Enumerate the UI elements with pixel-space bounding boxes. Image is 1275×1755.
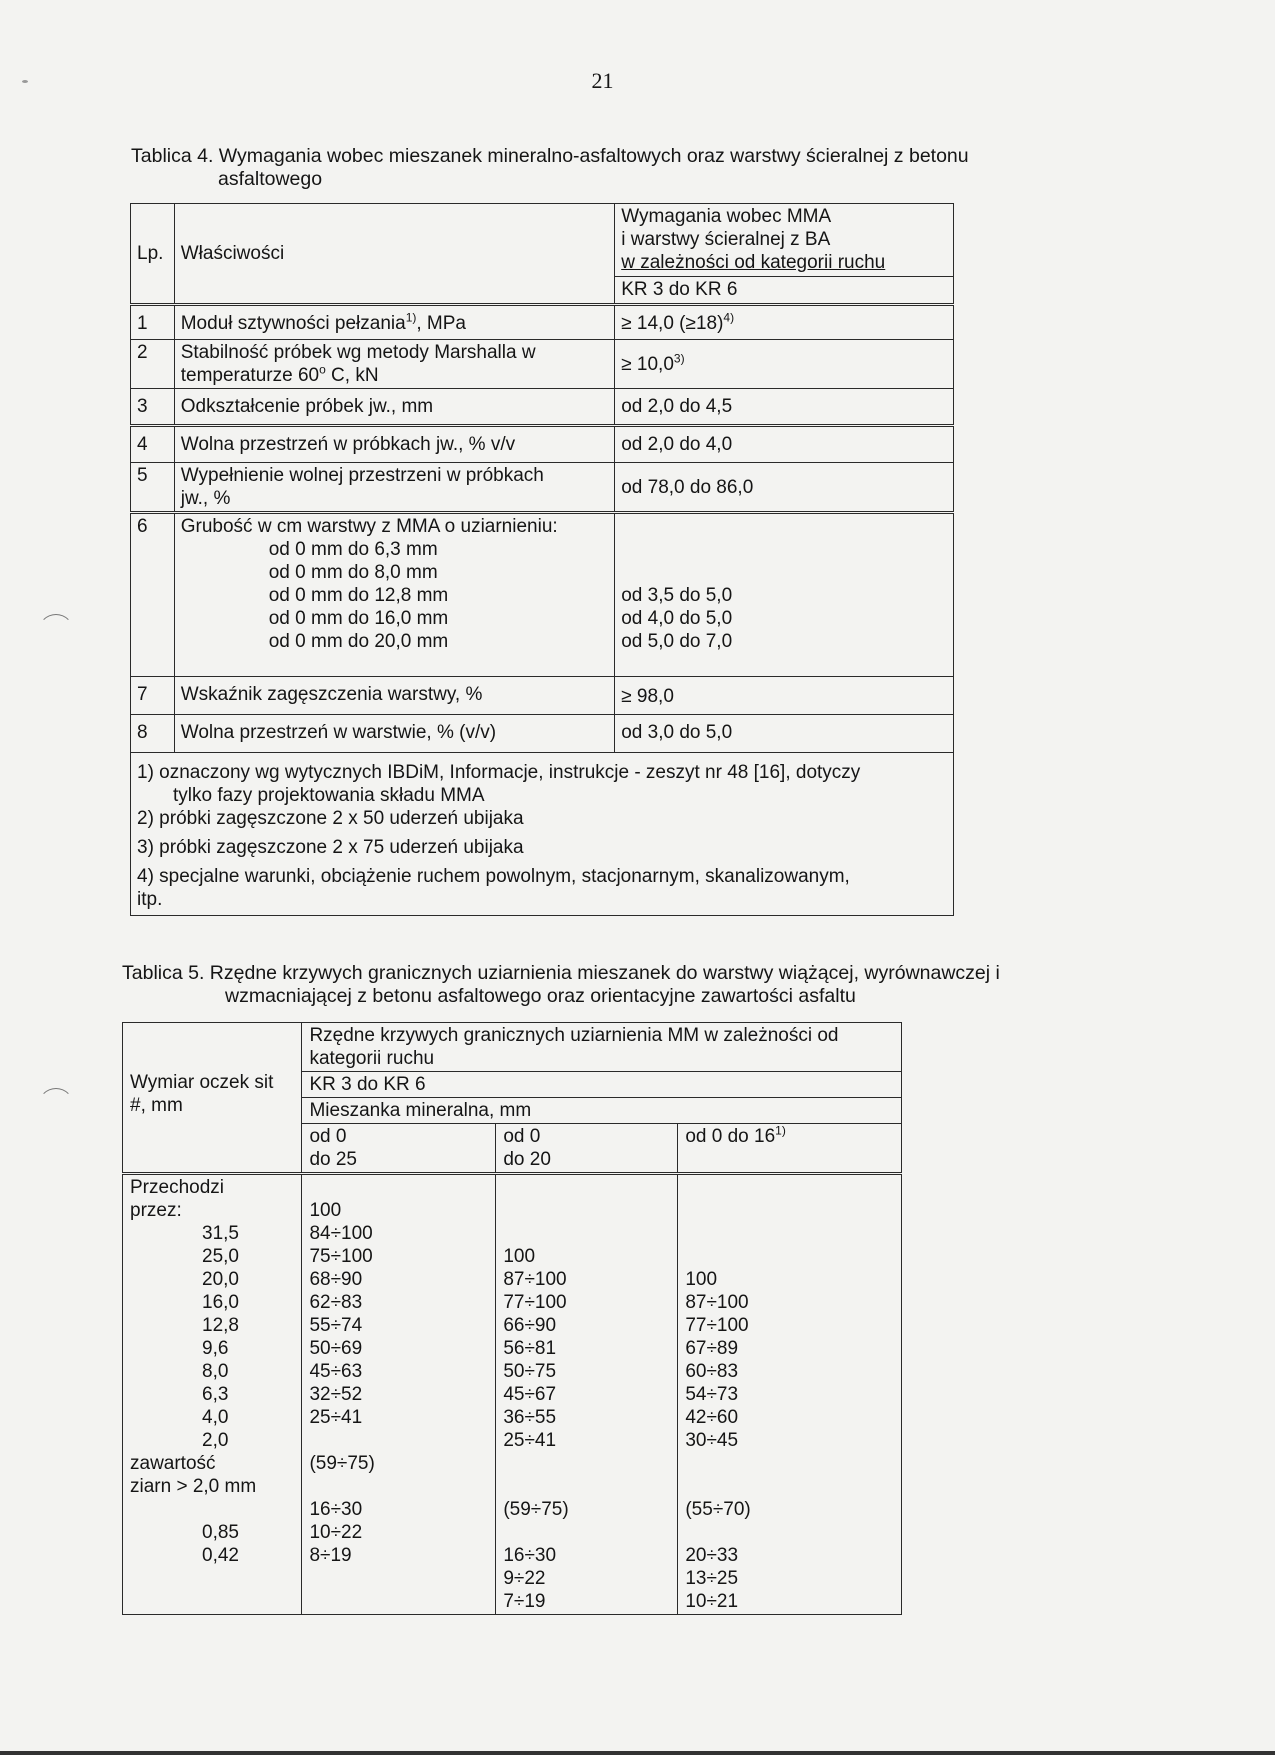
- property-unit: C, kN: [325, 365, 379, 386]
- grading-value: 32÷52: [309, 1384, 363, 1405]
- footnote-1-line1: 1) oznaczony wg wytycznych IBDiM, Informacje, instrukcje - zeszyt nr 48 [16], dotyczy: [137, 762, 861, 783]
- property-cell: Wskaźnik zagęszczenia warstwy, %: [174, 677, 614, 715]
- thickness-value: od 3,5 do 5,0: [621, 585, 733, 606]
- grading-value: 56÷81: [503, 1338, 557, 1359]
- requirement-cell: od 78,0 do 86,0: [615, 463, 954, 513]
- sieve-header: [123, 1023, 302, 1174]
- degree-sup: o: [319, 362, 326, 377]
- content-label-line1: zawartość: [130, 1453, 216, 1474]
- table-row: [131, 513, 954, 677]
- property-cell: [174, 340, 614, 389]
- table-row: [131, 426, 954, 463]
- property-text-line1: Stabilność próbek wg metody Marshalla w: [180, 342, 536, 363]
- grading-value: 100: [309, 1200, 342, 1221]
- thickness-value: od 5,0 do 7,0: [621, 631, 733, 652]
- thickness-value: od 4,0 do 5,0: [621, 608, 733, 629]
- sieve-size: 16,0: [202, 1292, 239, 1313]
- column-0-16-label: od 0 do 16: [685, 1126, 776, 1147]
- grading-title-line1: Rzędne krzywych granicznych uziarnienia MM w zależności od: [309, 1025, 839, 1046]
- grading-value: 30÷45: [685, 1430, 739, 1451]
- row-number: 7: [131, 677, 175, 715]
- grading-value: 25÷41: [503, 1430, 557, 1451]
- table-row: [131, 463, 954, 513]
- sieve-size: 0,42: [202, 1545, 239, 1566]
- grading-value: 7÷19: [503, 1591, 546, 1612]
- property-header: Właściwości: [174, 204, 614, 305]
- grading-value: 66÷90: [503, 1315, 557, 1336]
- table-row: [131, 677, 954, 715]
- grading-value: 67÷89: [685, 1338, 739, 1359]
- traffic-category: KR 3 do KR 6: [302, 1072, 902, 1098]
- grading-value: 42÷60: [685, 1407, 739, 1428]
- row-number: 8: [131, 715, 175, 753]
- grading-value: 16÷30: [503, 1545, 557, 1566]
- table4-caption-line1: Tablica 4. Wymagania wobec mieszanek mineralno-asfaltowych oraz warstwy ścieralnej z betonu: [131, 145, 969, 167]
- requirements-header: [615, 204, 954, 277]
- grading-value: 45÷67: [503, 1384, 557, 1405]
- grading-value: 50÷75: [503, 1361, 557, 1382]
- requirements-header-line1: Wymagania wobec MMA: [621, 206, 832, 227]
- table5-body-row: [123, 1174, 902, 1615]
- grading-value: 8÷19: [309, 1545, 352, 1566]
- footnote-3: 3) próbki zagęszczone 2 x 75 uderzeń ubijaka: [137, 837, 524, 858]
- table5-header-row: [123, 1023, 902, 1072]
- requirement-value: ≥ 10,0: [621, 353, 674, 375]
- sieve-size: 31,5: [202, 1223, 239, 1244]
- property-cell: [174, 513, 614, 677]
- table4-caption: [131, 145, 969, 191]
- grading-value: 36÷55: [503, 1407, 557, 1428]
- requirement-value: ≥ 14,0 (≥18): [621, 313, 724, 334]
- footnote-ref: 1): [775, 1123, 786, 1138]
- table5: [122, 1022, 902, 1615]
- sieve-size: 0,85: [202, 1522, 239, 1543]
- grading-value: 9÷22: [503, 1568, 546, 1589]
- footnote-2: 2) próbki zagęszczone 2 x 50 uderzeń ubijaka: [137, 808, 524, 829]
- grading-value: 55÷74: [309, 1315, 363, 1336]
- sieve-size: 25,0: [202, 1246, 239, 1267]
- sieve-size: 8,0: [202, 1361, 229, 1382]
- grading-value: 54÷73: [685, 1384, 739, 1405]
- footnotes: [131, 753, 954, 916]
- passes-line2: przez:: [130, 1200, 182, 1221]
- grading-value: 100: [685, 1269, 718, 1290]
- row-number: 5: [131, 463, 175, 513]
- table4-header-row: [131, 204, 954, 277]
- requirement-cell: [615, 305, 954, 340]
- grading-value: 87÷100: [503, 1269, 567, 1290]
- grading-value: 62÷83: [309, 1292, 363, 1313]
- scan-edge: [0, 1751, 1275, 1755]
- column-0-25: [302, 1124, 496, 1174]
- property-cell: Wolna przestrzeń w warstwie, % (v/v): [174, 715, 614, 753]
- grading-value: 25÷41: [309, 1407, 363, 1428]
- values-0-16: [678, 1174, 902, 1615]
- grading-value: 16÷30: [309, 1499, 363, 1520]
- footnotes-row: [131, 753, 954, 916]
- grain-size-item: od 0 mm do 16,0 mm: [268, 608, 449, 629]
- row-number: 6: [131, 513, 175, 677]
- property-unit: , MPa: [416, 313, 466, 334]
- property-text-line2: jw., %: [180, 488, 231, 509]
- grading-value: 13÷25: [685, 1568, 739, 1589]
- scan-speck: [22, 80, 28, 83]
- grain-size-item: od 0 mm do 20,0 mm: [268, 631, 449, 652]
- sieve-size: 6,3: [202, 1384, 229, 1405]
- requirement-cell: od 2,0 do 4,0: [615, 426, 954, 463]
- lp-header: Lp.: [131, 204, 175, 305]
- property-cell: Wolna przestrzeń w próbkach jw., % v/v: [174, 426, 614, 463]
- footnote-ref: 3): [673, 351, 685, 366]
- traffic-category: KR 3 do KR 6: [615, 277, 954, 305]
- sieve-size: 2,0: [202, 1430, 229, 1451]
- grading-value: 77÷100: [503, 1292, 567, 1313]
- table-row: [131, 305, 954, 340]
- table5-caption-line2: wzmacniającej z betonu asfaltowego oraz orientacyjne zawartości asfaltu: [225, 985, 856, 1007]
- property-cell: [174, 305, 614, 340]
- requirement-cell: [615, 340, 954, 389]
- grading-value: 50÷69: [309, 1338, 363, 1359]
- grain-size-item: od 0 mm do 6,3 mm: [268, 539, 438, 560]
- sieve-size: 9,6: [202, 1338, 229, 1359]
- page-number: 21: [591, 68, 614, 93]
- column-0-16: [678, 1124, 902, 1174]
- table4-caption-line2: asfaltowego: [218, 168, 323, 190]
- grain-size-item: od 0 mm do 12,8 mm: [268, 585, 449, 606]
- column-0-25-line2: do 25: [309, 1149, 357, 1170]
- table-row: [131, 389, 954, 426]
- row-number: 2: [131, 340, 175, 389]
- sieve-column: [123, 1174, 302, 1615]
- table-row: [131, 715, 954, 753]
- grading-title: [302, 1023, 902, 1072]
- sieve-header-line1: Wymiar oczek sit: [130, 1072, 274, 1093]
- column-0-20-line2: do 20: [503, 1149, 551, 1170]
- grading-value: 60÷83: [685, 1361, 739, 1382]
- grading-value: 75÷100: [309, 1246, 373, 1267]
- footnote-4-line1: 4) specjalne warunki, obciążenie ruchem powolnym, stacjonarnym, skanalizowanym,: [137, 866, 850, 887]
- sieve-size: 4,0: [202, 1407, 229, 1428]
- requirement-cell: ≥ 98,0: [615, 677, 954, 715]
- values-0-20: [496, 1174, 678, 1615]
- sieve-header-line2: #, mm: [130, 1095, 183, 1116]
- table5-caption-line1: Tablica 5. Rzędne krzywych granicznych uziarnienia mieszanek do warstwy wiążącej, wyrównawczej i: [122, 962, 1000, 984]
- grading-value: 45÷63: [309, 1361, 363, 1382]
- property-cell: [174, 463, 614, 513]
- punch-hole-mark: [38, 614, 74, 650]
- grading-value: 68÷90: [309, 1269, 363, 1290]
- row-number: 1: [131, 305, 175, 340]
- requirements-header-line3: w zależności od kategorii ruchu: [621, 252, 886, 273]
- row-number: 3: [131, 389, 175, 426]
- column-0-20: [496, 1124, 678, 1174]
- grading-value: 100: [503, 1246, 536, 1267]
- column-0-20-line1: od 0: [503, 1126, 541, 1147]
- punch-hole-mark: [38, 1088, 74, 1124]
- passes-line1: Przechodzi: [130, 1177, 224, 1198]
- sieve-size: 12,8: [202, 1315, 239, 1336]
- property-text-line1: Wypełnienie wolnej przestrzeni w próbkach: [180, 465, 544, 486]
- requirement-cell: od 3,0 do 5,0: [615, 715, 954, 753]
- property-text: Grubość w cm warstwy z MMA o uziarnieniu:: [180, 516, 558, 537]
- table-row: [131, 340, 954, 389]
- column-0-25-line1: od 0: [309, 1126, 347, 1147]
- content-value: (59÷75): [309, 1453, 375, 1474]
- property-text-line2: temperaturze 60: [180, 365, 320, 386]
- footnote-1-line2: tylko fazy projektowania składu MMA: [173, 785, 485, 806]
- grading-value: 10÷22: [309, 1522, 363, 1543]
- footnote-ref: 1): [405, 310, 417, 325]
- sieve-size: 20,0: [202, 1269, 239, 1290]
- grading-title-line2: kategorii ruchu: [309, 1048, 435, 1069]
- grading-value: 77÷100: [685, 1315, 749, 1336]
- table5-caption: [122, 962, 1000, 1008]
- footnote-ref: 4): [723, 310, 735, 325]
- property-text: Moduł sztywności pełzania: [180, 313, 406, 334]
- requirement-cell: od 2,0 do 4,5: [615, 389, 954, 426]
- requirements-header-line2: i warstwy ścieralnej z BA: [621, 229, 831, 250]
- mix-label: Mieszanka mineralna, mm: [302, 1098, 902, 1124]
- grading-value: 84÷100: [309, 1223, 373, 1244]
- values-0-25: [302, 1174, 496, 1615]
- footnote-4-line2: itp.: [137, 889, 163, 910]
- grain-size-item: od 0 mm do 8,0 mm: [268, 562, 438, 583]
- content-value: (59÷75): [503, 1499, 569, 1520]
- grading-value: 87÷100: [685, 1292, 749, 1313]
- grading-value: 20÷33: [685, 1545, 739, 1566]
- row-number: 4: [131, 426, 175, 463]
- requirement-cell: [615, 513, 954, 677]
- content-label-line2: ziarn > 2,0 mm: [130, 1476, 257, 1497]
- property-cell: Odkształcenie próbek jw., mm: [174, 389, 614, 426]
- table4: [130, 203, 954, 916]
- content-value: (55÷70): [685, 1499, 751, 1520]
- grading-value: 10÷21: [685, 1591, 739, 1612]
